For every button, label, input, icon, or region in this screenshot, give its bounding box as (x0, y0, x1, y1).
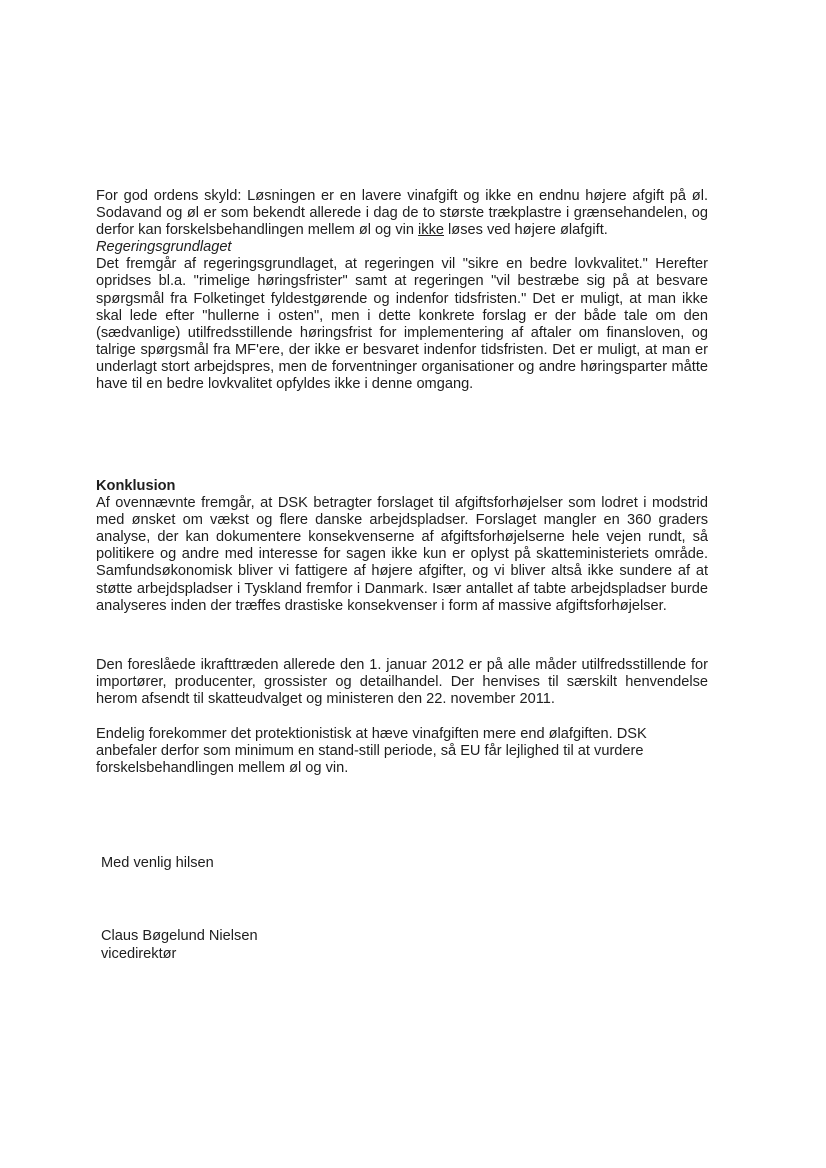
heading-konklusion: Konklusion (96, 478, 176, 494)
paragraph-conclusion-1: Af ovennævnte fremgår, at DSK betragter forslaget til afgiftsforhøjelser som lodret i modstrid med ønsket om vækst og flere danske arbejdspladser. Forslaget mangler en 360 graders analyse, der kan dokumentere konsekvenserne af afgiftsforhøjelserne hele vejen rundt, så politikere og andre med interesse for sagen ikke kun er oplyst på skatteministeriets område. Samfundsøkonomisk bliver vi fattigere af højere afgifter, og vi bliver altså ikke sundere af at støtte arbejdspladser i Tyskland fremfor i Danmark. Især antallet af tabte arbejdspladser burde analyseres inden der træffes drastiske konsekvenser i form af massive afgiftsforhøjelser. (96, 495, 708, 614)
paragraph-conclusion-2-wrap (96, 657, 708, 708)
paragraph-conclusion-2: Den foreslåede ikrafttræden allerede den 1. januar 2012 er på alle måder utilfredsstillende for importører, producenter, grossister og detailhandel. Der henvises til særskilt henvendelse herom afsendt til skatteudvalget og ministeren den 22. november 2011. (96, 657, 708, 708)
emphasis-underlined: ikke (418, 222, 444, 239)
paragraph-text: For god ordens skyld: Løsningen er en lavere vinafgift og ikke en endnu højere afgift på øl. Sodavand og øl er som bekendt allerede i dag de to største trækplastre i grænsehandelen, og derfor kan forskelsbehandlingen mellem øl og vin (96, 188, 708, 239)
intro-section (96, 188, 708, 393)
conclusion-section (96, 478, 708, 615)
signature-block (101, 928, 258, 963)
heading-regeringsgrundlaget: Regeringsgrundlaget (96, 239, 232, 256)
paragraph-text-end: løses ved højere ølafgift. (444, 222, 608, 239)
paragraph-regeringsgrundlaget: Det fremgår af regeringsgrundlaget, at regeringen vil "sikre en bedre lovkvalitet." Herefter opridses bl.a. "rimelige høringsfrister" samt at regeringen "vil bestræbe sig på at besvare spørgsmål fra Folketinget fyldestgørende og indenfor tidsfristen." Det er muligt, at man ikke skal lede efter "hullerne i osten", men i dette konkrete forslag er der både tale om den (sædvanlige) utilfredsstillende høringsfrist for implementering af aftaler om finansloven, og talrige spørgsmål fra MF'ere, der ikke er besvaret indenfor tidsfristen. Det er muligt, at man er underlagt stort arbejdspres, men de forventninger organisationer og andre høringsparter måtte have til en bedre lovkvalitet opfyldes ikke i denne omgang. (96, 256, 708, 393)
signatory-name: Claus Bøgelund Nielsen (101, 928, 258, 944)
paragraph-beer-soda (96, 188, 708, 239)
signatory-title: vicedirektør (101, 945, 177, 962)
paragraph-conclusion-3: Endelig forekommer det protektionistisk at hæve vinafgiften mere end ølafgiften. DSK anbefaler derfor som minimum en stand-still periode, så EU får lejlighed til at vurdere forskelsbehandlingen mellem øl og vin. (96, 726, 647, 777)
closing-greeting: Med venlig hilsen (101, 855, 214, 871)
paragraph-conclusion-3-wrap (96, 726, 708, 777)
